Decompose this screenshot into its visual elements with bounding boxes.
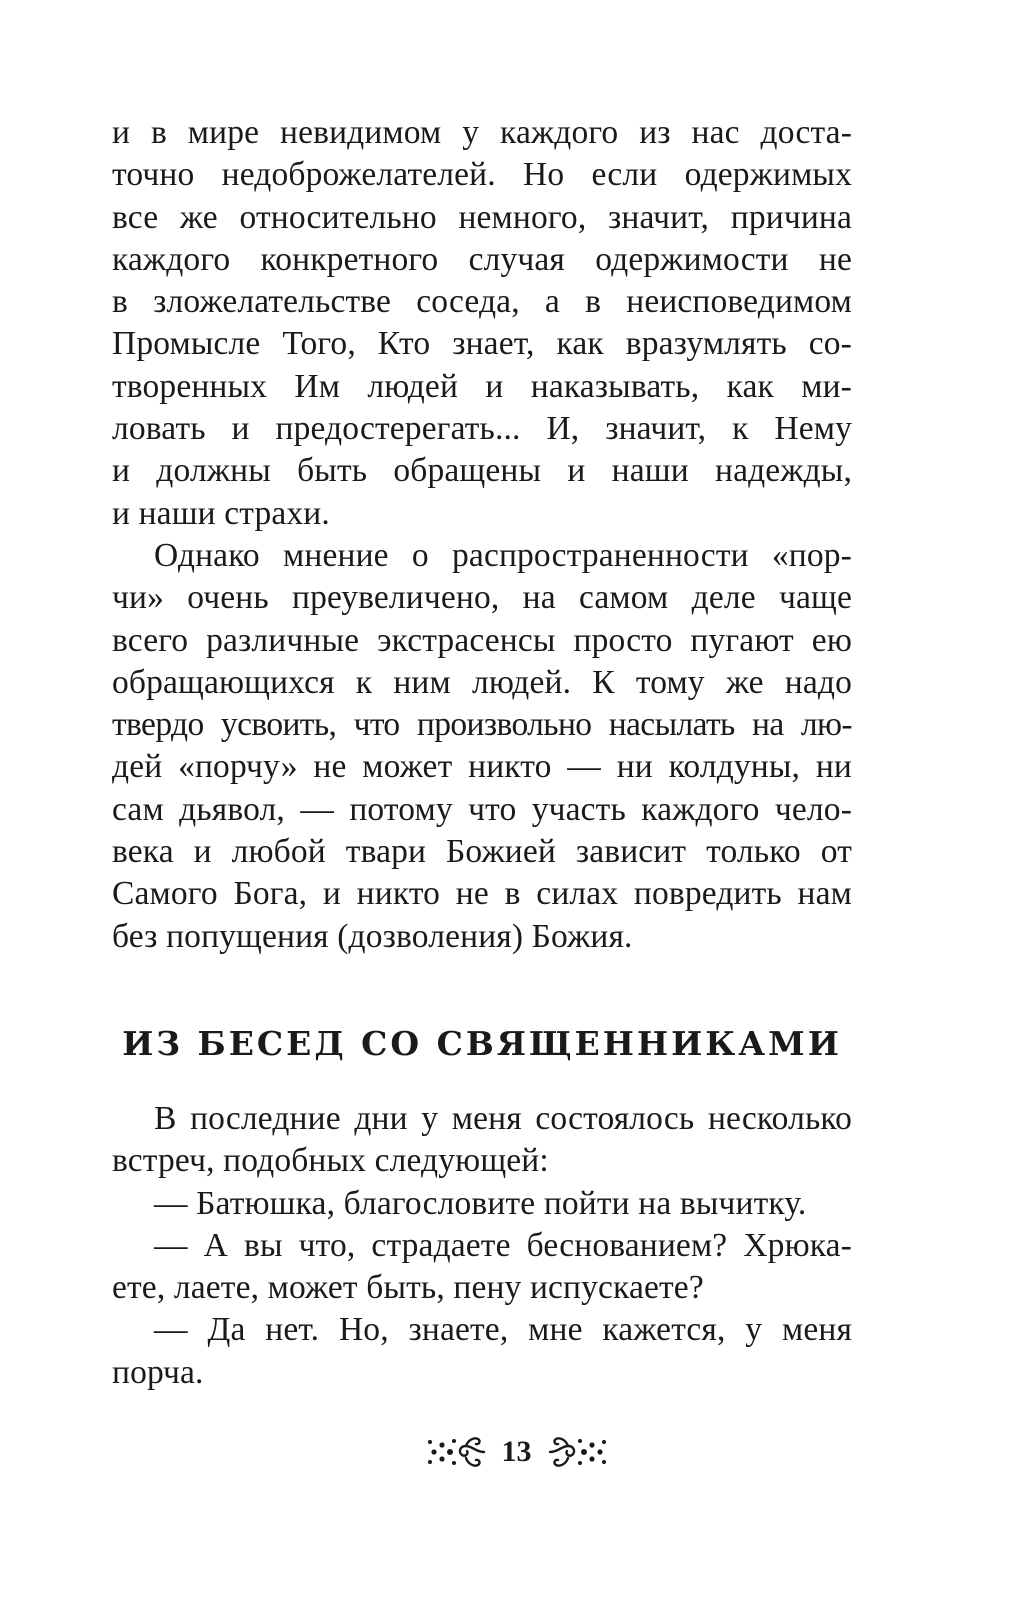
paragraph-6 — [112, 1309, 852, 1394]
text-line: обращающихся к ним людей. К тому же надо — [112, 663, 852, 701]
text-line: творенных Им людей и наказывать, как ми- — [112, 367, 852, 405]
text-line: в зложелательстве соседа, а в неисповедимом — [112, 283, 852, 321]
text-line: все же относительно немного, значит, причина — [112, 198, 852, 236]
floral-ornament-icon — [546, 1432, 610, 1472]
text-line: дей «порчу» не может никто — ни колдуны, ни — [112, 748, 852, 786]
section-body — [112, 1098, 852, 1394]
paragraph-3 — [112, 1098, 852, 1183]
text-line: точно недоброжелателей. Но если одержимых — [112, 156, 852, 194]
text-line: В последние дни у меня состоялось несколько — [154, 1100, 852, 1137]
text-line: ловать и предостерегать... И, значит, к Нему — [112, 410, 852, 448]
text-line: всего различные экстрасенсы просто пугают ею — [112, 621, 852, 659]
text-line: и в мире невидимом у каждого из нас доста- — [112, 114, 852, 151]
section-heading: ИЗ БЕСЕД СО СВЯЩЕННИКАМИ — [122, 1024, 842, 1063]
text-line: и должны быть обращены и наши надежды, — [112, 452, 852, 490]
text-line: каждого конкретного случая одержимости не — [112, 240, 852, 278]
text-line: — Да нет. Но, знаете, мне кажется, у меня — [154, 1311, 852, 1349]
text-line: твердо усвоить, что произвольно насылать на лю- — [112, 706, 852, 744]
text-line: без попущения (дозволения) Божия. — [112, 917, 633, 955]
body-text — [112, 112, 852, 958]
page-footer — [0, 1422, 1033, 1482]
text-line: — А вы что, страдаете беснованием? Хрюка- — [154, 1226, 852, 1264]
floral-ornament-icon — [424, 1432, 488, 1472]
text-line: ете, лаете, может быть, пену испускаете? — [112, 1269, 704, 1307]
text-line: Самого Бога, и никто не в силах повредить нам — [112, 875, 852, 913]
text-line: порча. — [112, 1353, 204, 1391]
text-line: сам дьявол, — потому что участь каждого чело- — [112, 790, 852, 828]
paragraph-2 — [112, 535, 852, 958]
paragraph-1 — [112, 112, 852, 535]
text-line: Однако мнение о распространенности «пор- — [154, 536, 852, 574]
paragraph-5 — [112, 1225, 852, 1310]
text-line: Промысле Того, Кто знает, как вразумлять со- — [112, 325, 852, 363]
text-line: и наши страхи. — [112, 494, 330, 532]
page-number: 13 — [501, 1435, 532, 1468]
text-line: чи» очень преувеличено, на самом деле чаще — [112, 579, 852, 617]
paragraph-4 — [112, 1183, 852, 1225]
text-line: века и любой твари Божией зависит только от — [112, 833, 852, 871]
text-line: — Батюшка, благословите пойти на вычитку. — [154, 1184, 807, 1222]
text-line: встреч, подобных следующей: — [112, 1142, 549, 1180]
